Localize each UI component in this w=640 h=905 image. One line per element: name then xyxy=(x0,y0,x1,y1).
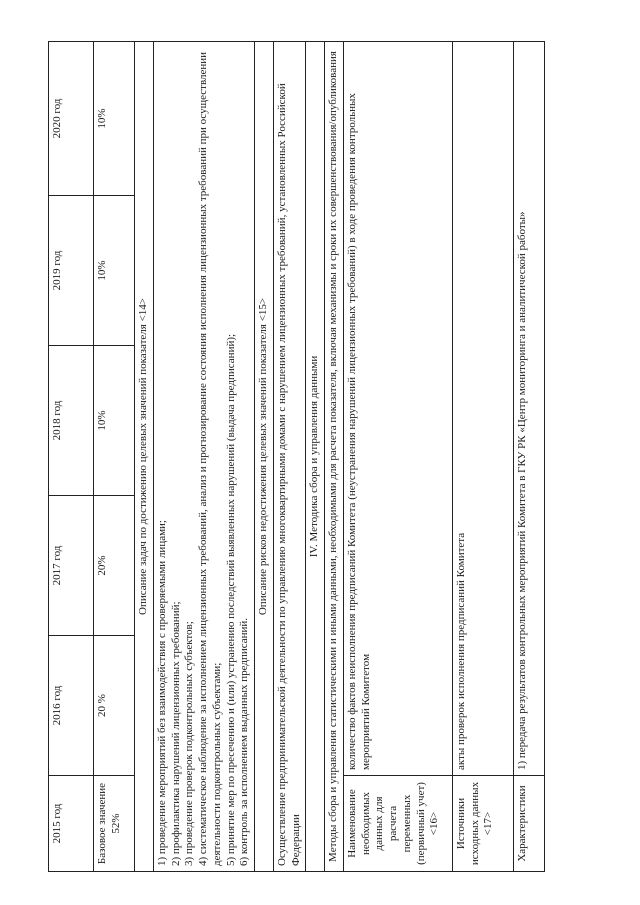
task-item: 2) профилактика нарушений лицензионных требований; xyxy=(169,601,182,866)
characteristics-value: 1) передача результатов контрольных мероприятий Комитета в ГКУ РК «Центр мониторинга и аналитической работы» xyxy=(513,42,544,776)
indicator-passport-table xyxy=(48,41,545,872)
task-item: 1) проведение мероприятий без взаимодействия с проверяемыми лицами; xyxy=(155,520,168,866)
sources-label: Источники исходных данных <17> xyxy=(452,776,513,872)
tasks-title-row xyxy=(135,42,154,872)
method-section-subtitle: Методы сбора и управления статистическими и иными данными, необходимыми для расчета показателя, включая механизмы и сроки их совершенствования/опубликования xyxy=(325,42,344,872)
method-subtitle-row xyxy=(325,42,344,872)
variables-row xyxy=(343,42,452,872)
risks-section-title: Описание рисков недостижения целевых значений показателя <15> xyxy=(255,42,274,872)
characteristics-label: Характеристики xyxy=(513,776,544,872)
method-section-title: IV. Методика сбора и управления данными xyxy=(306,42,325,872)
variables-value: количество фактов неисполнения предписаний Комитета (неустранения нарушений лицензионных требований) в ходе проведения контрольных мероприятий Комитетом xyxy=(343,42,452,776)
risks-title-row xyxy=(255,42,274,872)
task-item: 3) проведение проверок подконтрольных субъектов; xyxy=(183,621,196,866)
value-2019-cell: 10% xyxy=(94,196,135,346)
risks-text-row xyxy=(273,42,306,872)
years-header-row xyxy=(49,42,94,872)
year-2019-cell: 2019 год xyxy=(49,196,94,346)
tasks-section-title: Описание задач по достижению целевых значений показателя <14> xyxy=(135,42,154,872)
value-2015-cell: Базовое значение 52% xyxy=(94,776,135,872)
sources-row xyxy=(452,42,513,872)
rotated-document-sheet xyxy=(48,42,588,872)
value-2018-cell: 10% xyxy=(94,346,135,496)
year-2018-cell: 2018 год xyxy=(49,346,94,496)
year-2016-cell: 2016 год xyxy=(49,636,94,776)
value-2017-cell: 20% xyxy=(94,496,135,636)
task-item: 6) контроль за исполнением выданных предписаний. xyxy=(238,617,251,866)
task-item: 4) систематическое наблюдение за исполнением лицензионных требований, анализ и прогнозирование состояния исполнения лицензионных требований при осуществлении деятельности подконтрольных субъектами; xyxy=(197,51,223,866)
risks-text: Осуществление предпринимательской деятельности по управлению многоквартирными домами с нарушением лицензионных требований, установленных Российской Федерации xyxy=(273,42,306,872)
sources-value: акты проверок исполнения предписаний Комитета xyxy=(452,42,513,776)
tasks-list xyxy=(153,42,254,872)
value-2020-cell: 10% xyxy=(94,42,135,196)
year-2017-cell: 2017 год xyxy=(49,496,94,636)
year-2020-cell: 2020 год xyxy=(49,42,94,196)
variables-label: Наименование необходимых данных для расчета переменных (первичный учет) <16> xyxy=(343,776,452,872)
task-item: 5) принятие мер по пресечению и (или) устранению последствий выявленных нарушений (выдача предписаний); xyxy=(224,333,237,866)
characteristics-row xyxy=(513,42,544,872)
year-2015-cell: 2015 год xyxy=(49,776,94,872)
values-row xyxy=(94,42,135,872)
value-2016-cell: 20 % xyxy=(94,636,135,776)
method-title-row xyxy=(306,42,325,872)
tasks-list-row xyxy=(153,42,254,872)
